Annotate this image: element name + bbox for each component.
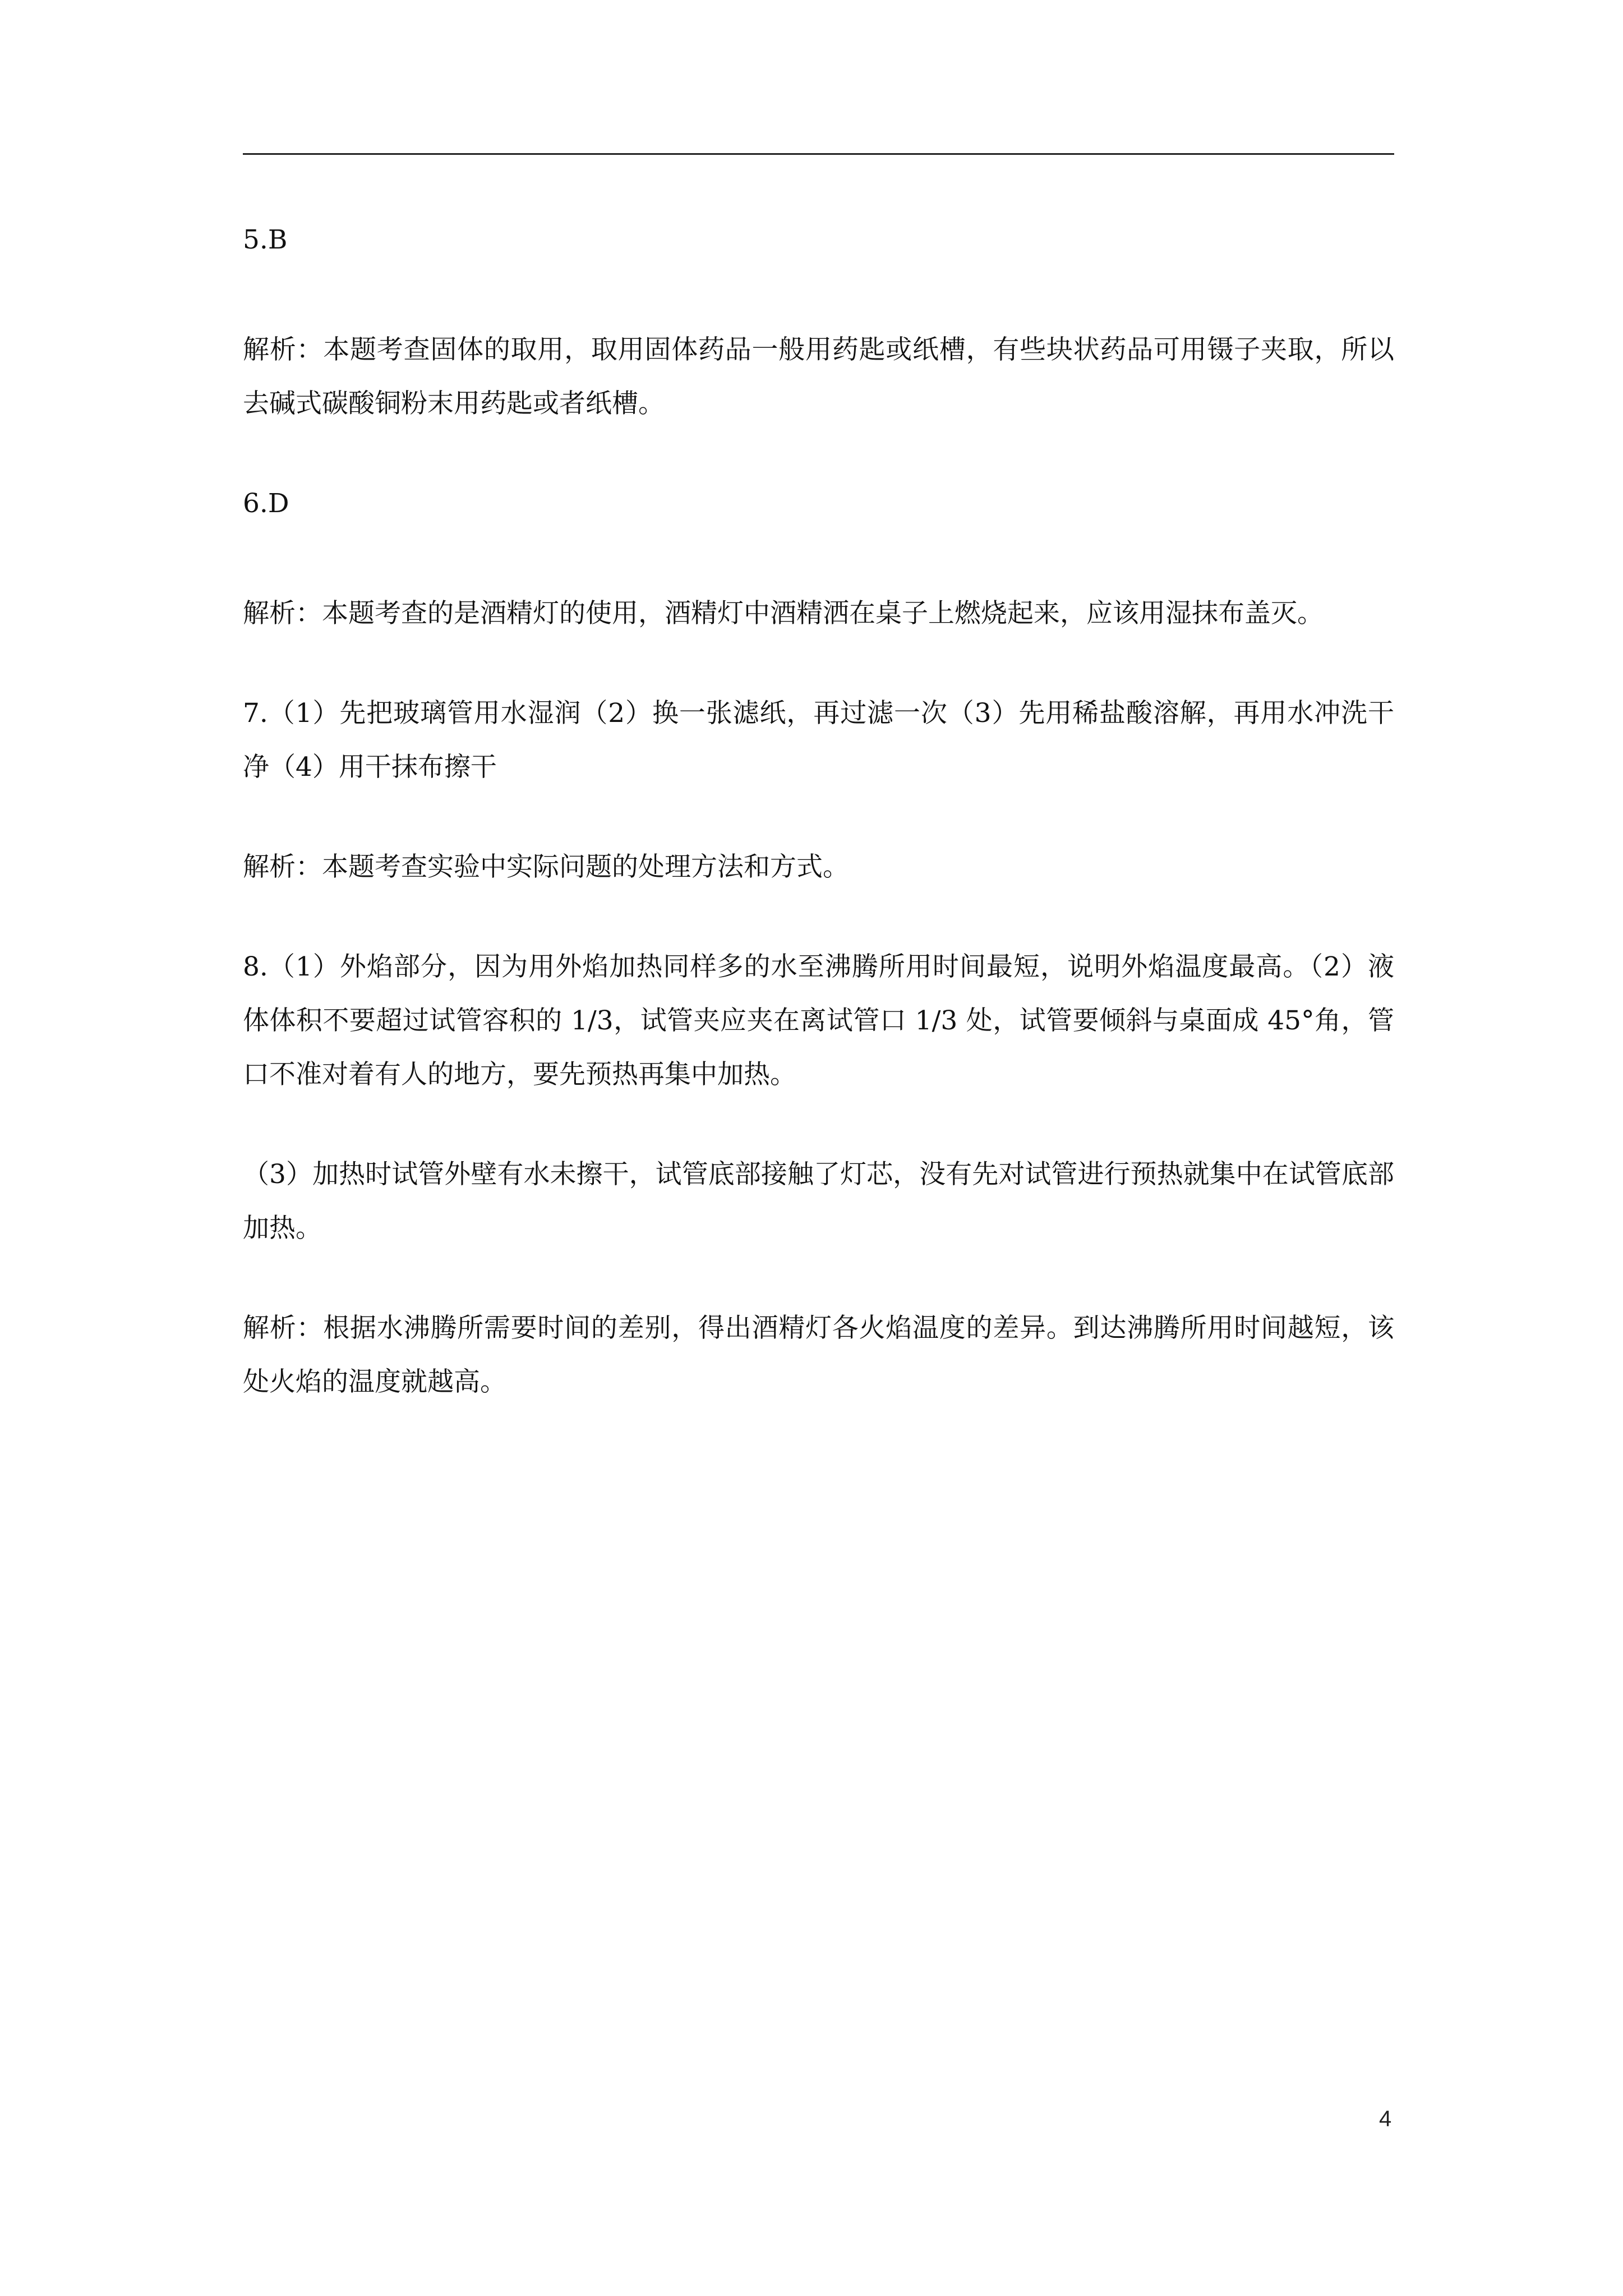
analysis-8: 解析：根据水沸腾所需要时间的差别，得出酒精灯各火焰温度的差异。到达沸腾所用时间越短，该处火焰的温度就越高。 <box>243 1313 1394 1397</box>
answer-8-part-3: （3）加热时试管外壁有水未擦干，试管底部接触了灯芯，没有先对试管进行预热就集中在试管底部加热。 <box>243 1159 1394 1244</box>
page-number: 4 <box>1379 2106 1392 2131</box>
answer-5: 5.B <box>243 224 288 255</box>
header-rule <box>243 153 1394 155</box>
analysis-6: 解析：本题考查的是酒精灯的使用，酒精灯中酒精洒在桌子上燃烧起来，应该用湿抹布盖灭。 <box>243 598 1324 629</box>
analysis-5: 解析：本题考查固体的取用，取用固体药品一般用药匙或纸槽，有些块状药品可用镊子夹取，所以去碱式碳酸铜粉末用药匙或者纸槽。 <box>243 334 1394 419</box>
analysis-7: 解析：本题考查实验中实际问题的处理方法和方式。 <box>243 852 849 882</box>
answer-8-part-1-2: 8.（1）外焰部分，因为用外焰加热同样多的水至沸腾所用时间最短，说明外焰温度最高。（2）液体体积不要超过试管容积的 1/3，试管夹应夹在离试管口 1/3 处，试管要倾斜与桌面成 45°角，管口不准对着有人的地方，要先预热再集中加热。 <box>243 951 1394 1090</box>
answer-6: 6.D <box>243 488 289 519</box>
document-body <box>243 213 1394 1409</box>
answer-7: 7.（1）先把玻璃管用水湿润（2）换一张滤纸，再过滤一次（3）先用稀盐酸溶解，再用水冲洗干净（4）用干抹布擦干 <box>243 698 1394 783</box>
